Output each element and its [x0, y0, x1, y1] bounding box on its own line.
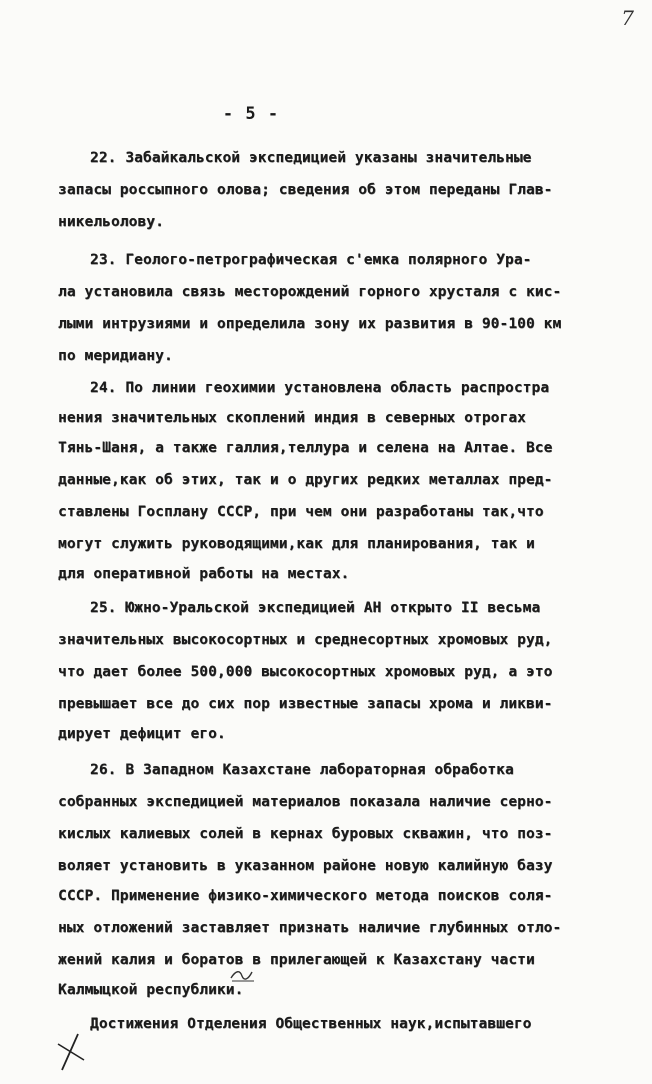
- text-line: превышает все до сих пор известные запасы хрома и ликви-: [58, 696, 553, 712]
- text-line: собранных экспедицией материалов показала наличие серно-: [58, 794, 553, 810]
- text-line: для оперативной работы на местах.: [58, 566, 350, 582]
- text-line: Тянь-Шаня, а также галлия,теллура и селена на Алтае. Все: [58, 440, 553, 456]
- text-line: 24. По линии геохимии установлена область распростра: [90, 380, 550, 396]
- text-line: значительных высокосортных и среднесортных хромовых руд,: [58, 632, 553, 648]
- text-line: что дает более 500,000 высокосортных хромовых руд, а это: [58, 664, 553, 680]
- text-line: Достижения Отделения Общественных наук,испытавшего: [90, 1016, 532, 1032]
- text-line: могут служить руководящими,как для планирования, так и: [58, 536, 535, 552]
- text-line: воляет установить в указанном районе новую калийную базу: [58, 858, 553, 874]
- text-line: ставлены Госплану СССР, при чем они разработаны так,что: [58, 504, 544, 520]
- text-line: нения значительных скоплений индия в северных отрогах: [58, 410, 526, 426]
- text-line: 23. Геолого-петрографическая с'емка полярного Ура-: [90, 252, 532, 268]
- text-line: СССР. Применение физико-химического метода поисков соля-: [58, 888, 553, 904]
- handwritten-cross-mark: [54, 1030, 88, 1074]
- text-line: кислых калиевых солей в кернах буровых скважин, что поз-: [58, 826, 553, 842]
- text-line: 22. Забайкальской экспедицией указаны значительные: [90, 150, 532, 166]
- archive-page-number: 7: [621, 6, 634, 30]
- page-number: - 5 -: [222, 104, 280, 124]
- text-line: 25. Южно-Уральской экспедицией АН открыто II весьма: [90, 600, 541, 616]
- text-line: лыми интрузиями и определила зону их развития в 90-100 км: [58, 316, 562, 332]
- text-line: Калмыцкой республики.: [58, 982, 244, 998]
- handwritten-correction-mark: [228, 966, 258, 984]
- text-line: дирует дефицит его.: [58, 726, 226, 742]
- text-line: по меридиану.: [58, 348, 173, 364]
- text-line: жений калия и боратов в прилегающей к Казахстану части: [58, 952, 535, 968]
- text-line: ных отложений заставляет признать наличие глубинных отло-: [58, 920, 562, 936]
- text-line: никельолову.: [58, 214, 164, 230]
- text-line: данные,как об этих, так и о других редких металлах пред-: [58, 472, 553, 488]
- text-line: ла установила связь месторождений горного хрусталя с кис-: [58, 284, 562, 300]
- text-line: запасы россыпного олова; сведения об этом переданы Глав-: [58, 182, 553, 198]
- text-line: 26. В Западном Казахстане лабораторная обработка: [90, 762, 514, 778]
